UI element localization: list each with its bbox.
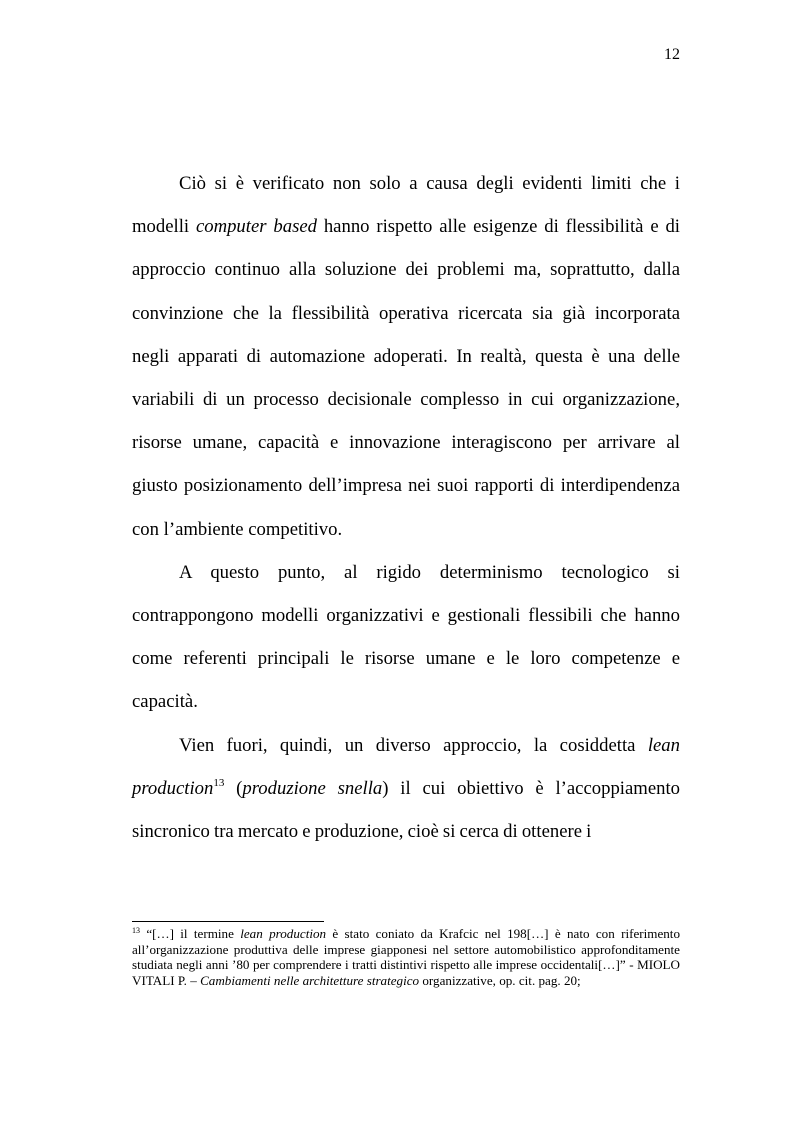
paragraph-1-text-b: hanno rispetto alle esigenze di flessibilità e di approccio continuo alla soluzione dei problemi ma, soprattutto, dalla convinzione che la flessibilità operativa ricercata sia già incorporata negli apparati di automazione adoperati. In realtà, questa è una delle variabili di un processo decisionale complesso in cui organizzazione, risorse umane, capacità e innovazione interagiscono per arrivare al giusto posizionamento dell’impresa nei suoi rapporti di interdipendenza con l’ambiente competitivo. [132,216,681,540]
paragraph-2: A questo punto, al rigido determinismo tecnologico si contrappongono modelli organizzativi e gestionali flessibili che hanno come referenti principali le risorse umane e le loro competenze e capacità. [132,561,680,713]
footnote-separator [132,921,324,922]
footnote-text-b: è stato coniato da Krafcic nel 198[…] è nato con riferimento all’organizzazione produttiva delle imprese giapponesi nel settore automobilistico approfonditamente studiata negli anni ’80 per comprendere i tratti distintivi rispetto alle imprese occidentali[…]” - MIOLO VITALI P. – [132,926,680,988]
footnote [132,926,680,988]
paragraph-1 [132,162,680,551]
paragraph-3-emphasis-snella: produzione snella [242,777,383,799]
footnote-text-c: organizzative, op. cit. pag. 20; [419,972,581,988]
body-text [132,162,680,853]
paragraph-3 [132,724,680,854]
paragraph-3-text-a: Vien fuori, quindi, un diverso approccio, la cosiddetta [179,734,648,756]
paragraph-1-emphasis: computer based [195,216,317,238]
paragraph-3-emphasis-lean: lean production [132,734,680,799]
footnote-text-a: “[…] il termine [140,926,241,941]
paragraph-1-text-a: Ciò si è verificato non solo a causa degli evidenti limiti che i modelli [132,173,680,238]
footnote-emphasis-lean: lean production [240,926,327,941]
footnote-marker: 13 [132,926,140,935]
paragraph-3-text-c: ) il cui obiettivo è l’accoppiamento sincronico tra mercato e produzione, cioè si cerca di ottenere i [132,777,680,843]
page-number: 12 [664,46,680,63]
footnote-emphasis-title: Cambiamenti nelle architetture strategico [200,972,420,988]
paragraph-3-text-b: ( [224,777,243,799]
footnote-reference-13[interactable]: 13 [213,776,225,789]
